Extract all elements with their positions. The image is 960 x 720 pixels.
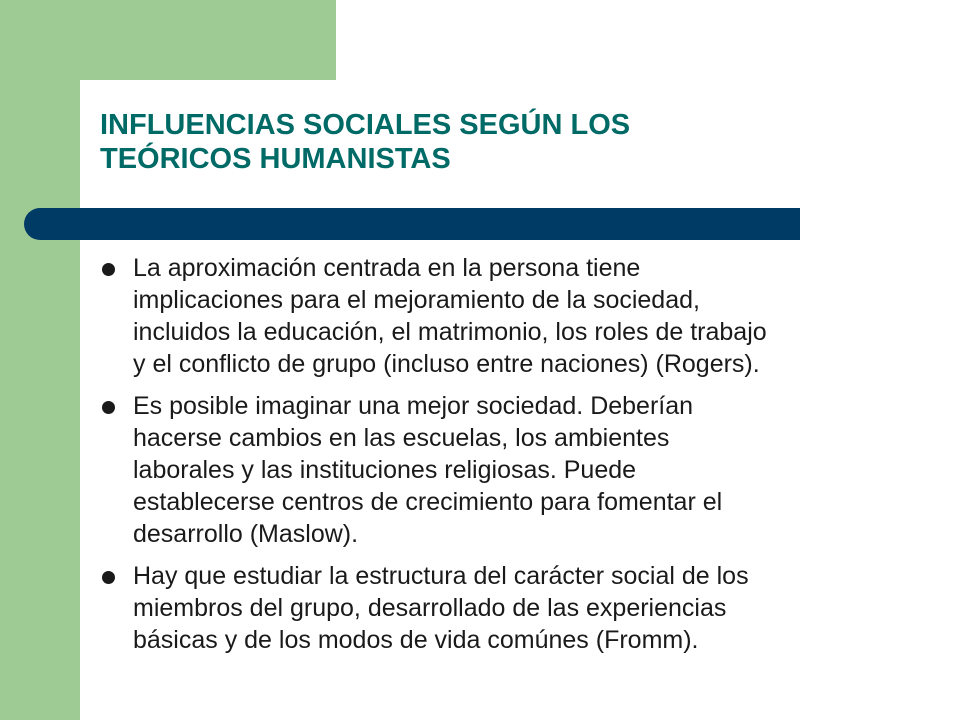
bullet-text-line: y el conflicto de grupo (incluso entre naciones) (Rogers). xyxy=(133,350,760,378)
bullet-text-line: desarrollo (Maslow). xyxy=(133,520,359,548)
bullet-item-maslow xyxy=(98,390,948,550)
bullet-item-fromm xyxy=(98,560,948,656)
bullet-text-line: Hay que estudiar la estructura del carácter social de los xyxy=(133,562,749,590)
bullet-text-line: miembros del grupo, desarrollado de las experiencias xyxy=(133,594,727,622)
green-side-band xyxy=(0,0,80,720)
bullet-item-rogers xyxy=(98,252,948,380)
bullet-text-line: implicaciones para el mejoramiento de la sociedad, xyxy=(133,286,700,314)
green-top-band xyxy=(0,0,336,80)
bullet-text-line: incluidos la educación, el matrimonio, los roles de trabajo xyxy=(133,318,767,346)
bullet-list xyxy=(98,252,948,666)
bullet-text-line: básicas y de los modos de vida comúnes (Fromm). xyxy=(133,626,699,654)
title-underline-bar xyxy=(24,208,800,240)
bullet-icon xyxy=(102,263,115,276)
bullet-icon xyxy=(102,571,115,584)
bullet-text-line: La aproximación centrada en la persona tiene xyxy=(133,254,641,282)
bullet-icon xyxy=(102,401,115,414)
bullet-text-line: establecerse centros de crecimiento para fomentar el xyxy=(133,488,723,516)
slide-title xyxy=(100,108,920,176)
slide-title-line: TEÓRICOS HUMANISTAS xyxy=(100,143,451,175)
bullet-text-line: hacerse cambios en las escuelas, los ambientes xyxy=(133,424,670,452)
bullet-text-line: laborales y las instituciones religiosas. Puede xyxy=(133,456,637,484)
bullet-text-line: Es posible imaginar una mejor sociedad. Deberían xyxy=(133,392,694,420)
slide-title-line: INFLUENCIAS SOCIALES SEGÚN LOS xyxy=(100,109,631,141)
